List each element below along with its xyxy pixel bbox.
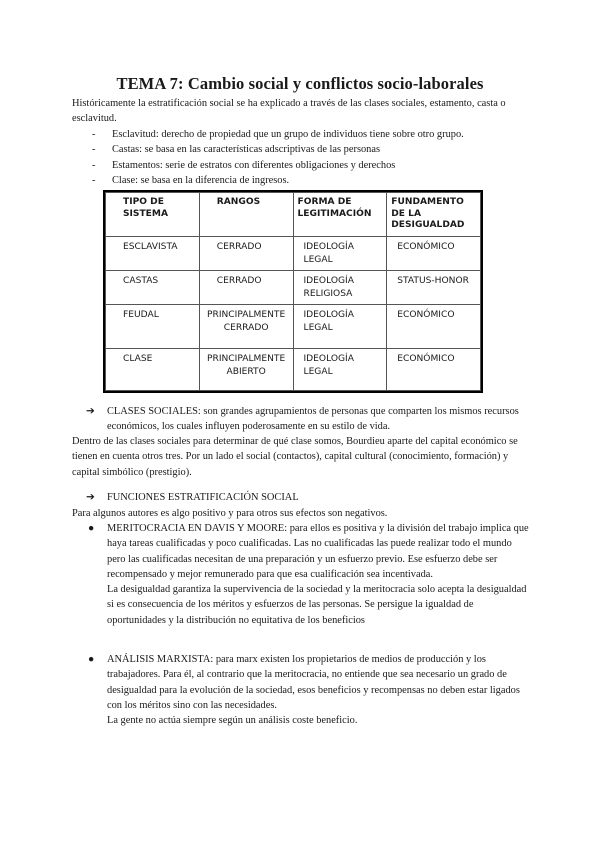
meritocracia-text: MERITOCRACIA EN DAVIS Y MOORE: para ellos es positiva y la división del trabajo implica que haya tareas cualificadas y poco cualificadas. Las no cualificadas las puede realizar todo el mundo pero las cualificadas necesitan de una preparación y un esfuerzo previo. Ese esfuerzo debe ser recompensado y mejor remunerado para que esa cualificación sea incentivada. (107, 523, 529, 580)
column-header: TIPO DE SISTEMA (106, 193, 200, 237)
table-cell: IDEOLOGÍA RELIGIOSA (293, 271, 387, 305)
column-header: RANGOS (199, 193, 293, 237)
bullet-icon: ● (88, 654, 95, 665)
bourdieu-paragraph: Dentro de las clases sociales para determinar de qué clase somos, Bourdieu aparte del capital económico se tienen en cuenta otros tres. Por un lado el social (contactos), capital cultural (conocimiento, formación) y capital simbólico (prestigio). (72, 436, 518, 478)
funciones-heading (86, 490, 532, 505)
marxista-text: ANÁLISIS MARXISTA: para marx existen los propietarios de medios de producción y los trabajadores. Para él, al contrario que la meritocracia, no entiende que sea necesario un grado de desigualdad para la evolución de la sociedad, esos beneficios y recompensas no deben estar ligados con los méritos sino con las necesidades. (107, 654, 520, 711)
table-cell: IDEOLOGÍA LEGAL (293, 305, 387, 349)
table-cell: ECONÓMICO (387, 305, 481, 349)
bullet-icon: ● (88, 523, 95, 534)
table-cell: ECONÓMICO (387, 237, 481, 271)
table-cell: PRINCIPALMENTE CERRADO (199, 305, 293, 349)
meritocracia-text: La desigualdad garantiza la supervivencia de la sociedad y la meritocracia solo acepta la desigualdad si es consecuencia de los méritos y esfuerzos de las personas. Se persigue la igualdad de oportunidades y la distribución no equitativa de los beneficios (107, 584, 527, 626)
arrow-icon: ➔ (86, 406, 95, 417)
table-row (106, 349, 481, 391)
intro-paragraph: Históricamente la estratificación social se ha explicado a través de las clases sociales, estamento, casta o esclavitud. (72, 98, 506, 125)
table-cell: CERRADO (199, 237, 293, 271)
list-item: - Esclavitud: derecho de propiedad que un grupo de individuos tiene sobre otro grupo. (92, 127, 532, 142)
table-row (106, 305, 481, 349)
table-cell: IDEOLOGÍA LEGAL (293, 349, 387, 391)
arrow-icon: ➔ (86, 492, 95, 503)
funciones-intro: Para algunos autores es algo positivo y para otros sus efectos son negativos. (72, 508, 388, 519)
table-cell: STATUS-HONOR (387, 271, 481, 305)
list-item: - Castas: se basa en las características adscriptivas de las personas (92, 142, 532, 157)
column-header: FORMA DE LEGITIMACIÓN (293, 193, 387, 237)
table-cell: CERRADO (199, 271, 293, 305)
table-cell: PRINCIPALMENTE ABIERTO (199, 349, 293, 391)
list-item: - Estamentos: serie de estratos con diferentes obligaciones y derechos (92, 158, 532, 173)
stratification-systems-table (103, 190, 483, 393)
table-header-row (106, 193, 481, 237)
meritocracia-item (88, 521, 532, 628)
table-cell: CLASE (106, 349, 200, 391)
stratification-types-list (92, 127, 532, 188)
funciones-heading-text: FUNCIONES ESTRATIFICACIÓN SOCIAL (107, 492, 299, 503)
table-cell: ESCLAVISTA (106, 237, 200, 271)
table-row (106, 271, 481, 305)
document-title: TEMA 7: Cambio social y conflictos socio-laborales (116, 74, 484, 93)
clases-sociales-text: CLASES SOCIALES: son grandes agrupamientos de personas que comparten los mismos recursos económicos, los cuales influyen poderosamente en su estilo de vida. (107, 406, 519, 433)
column-header: FUNDAMENTO DE LA DESIGUALDAD (387, 193, 481, 237)
table-row (106, 237, 481, 271)
table-cell: ECONÓMICO (387, 349, 481, 391)
table-cell: CASTAS (106, 271, 200, 305)
list-item: - Clase: se basa en la diferencia de ingresos. (92, 173, 532, 188)
marxista-text: La gente no actúa siempre según un análisis coste beneficio. (107, 715, 358, 727)
marxista-item (88, 652, 532, 728)
table-cell: IDEOLOGÍA LEGAL (293, 237, 387, 271)
clases-sociales-item (86, 404, 532, 435)
table-cell: FEUDAL (106, 305, 200, 349)
